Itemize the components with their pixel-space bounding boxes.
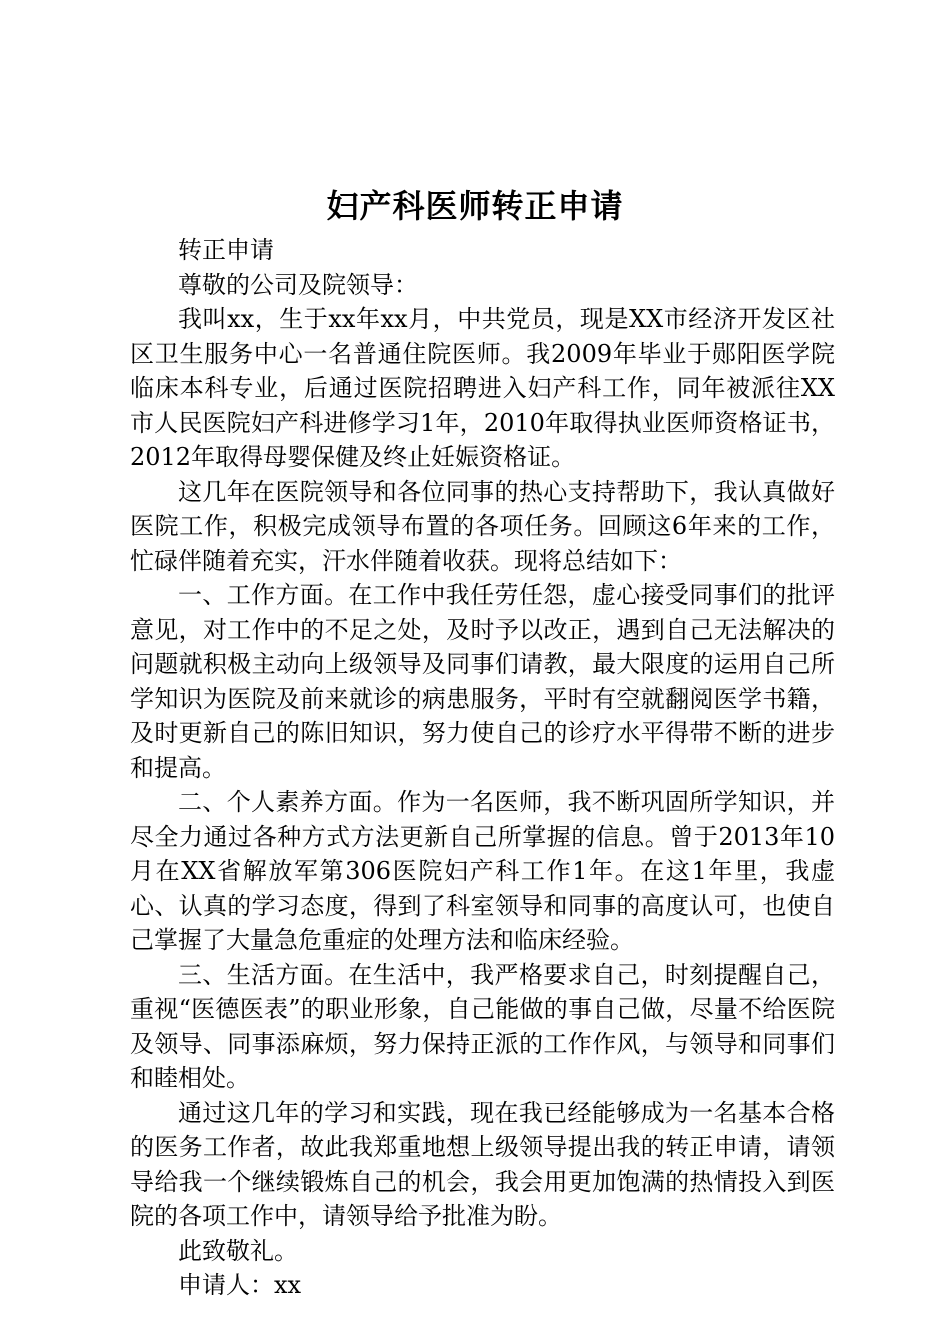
document-title: 妇产科医师转正申请 (326, 187, 624, 225)
document-body (130, 233, 835, 1303)
paragraph-signature: 申请人：xx (178, 1271, 302, 1299)
paragraph-overview: 这几年在医院领导和各位同事的热心支持帮助下，我认真做好医院工作，积极完成领导布置的各项任务。回顾这6年来的工作，忙碌伴随着充实，汗水伴随着收获。现将总结如下： (130, 477, 835, 575)
paragraph-personal-quality: 二、个人素养方面。作为一名医师，我不断巩固所学知识，并尽全力通过各种方式方法更新自己所掌握的信息。曾于2013年10月在XX省解放军第306医院妇产科工作1年。在这1年里，我虚心、认真的学习态度，得到了科室领导和同事的高度认可，也使自己掌握了大量急危重症的处理方法和临床经验。 (130, 788, 835, 954)
paragraph-closing: 此致敬礼。 (178, 1236, 298, 1265)
paragraph-request: 通过这几年的学习和实践，现在我已经能够成为一名基本合格的医务工作者，故此我郑重地想上级领导提出我的转正申请，请领导给我一个继续锻炼自己的机会，我会用更加饱满的热情投入到医院的各项工作中，请领导给予批准为盼。 (130, 1098, 835, 1230)
paragraph-salutation: 尊敬的公司及院领导： (178, 270, 418, 299)
paragraph-life: 三、生活方面。在生活中，我严格要求自己，时刻提醒自己，重视“医德医表”的职业形象，自己能做的事自己做，尽量不给医院及领导、同事添麻烦，努力保持正派的工作作风，与领导和同事们和睦相处。 (130, 960, 835, 1092)
paragraph-heading: 转正申请 (178, 236, 274, 264)
paragraph-introduction: 我叫xx，生于xx年xx月，中共党员，现是XX市经济开发区社区卫生服务中心一名普通住院医师。我2009年毕业于郧阳医学院临床本科专业，后通过医院招聘进入妇产科工作，同年被派往XX市人民医院妇产科进修学习1年，2010年取得执业医师资格证书，2012年取得母婴保健及终止妊娠资格证。 (130, 305, 835, 471)
paragraph-work: 一、工作方面。在工作中我任劳任怨，虚心接受同事们的批评意见，对工作中的不足之处，及时予以改正，遇到自己无法解决的问题就积极主动向上级领导及同事们请教，最大限度的运用自己所学知识为医院及前来就诊的病患服务，平时有空就翻阅医学书籍，及时更新自己的陈旧知识，努力使自己的诊疗水平得带不断的进步和提高。 (130, 581, 835, 782)
